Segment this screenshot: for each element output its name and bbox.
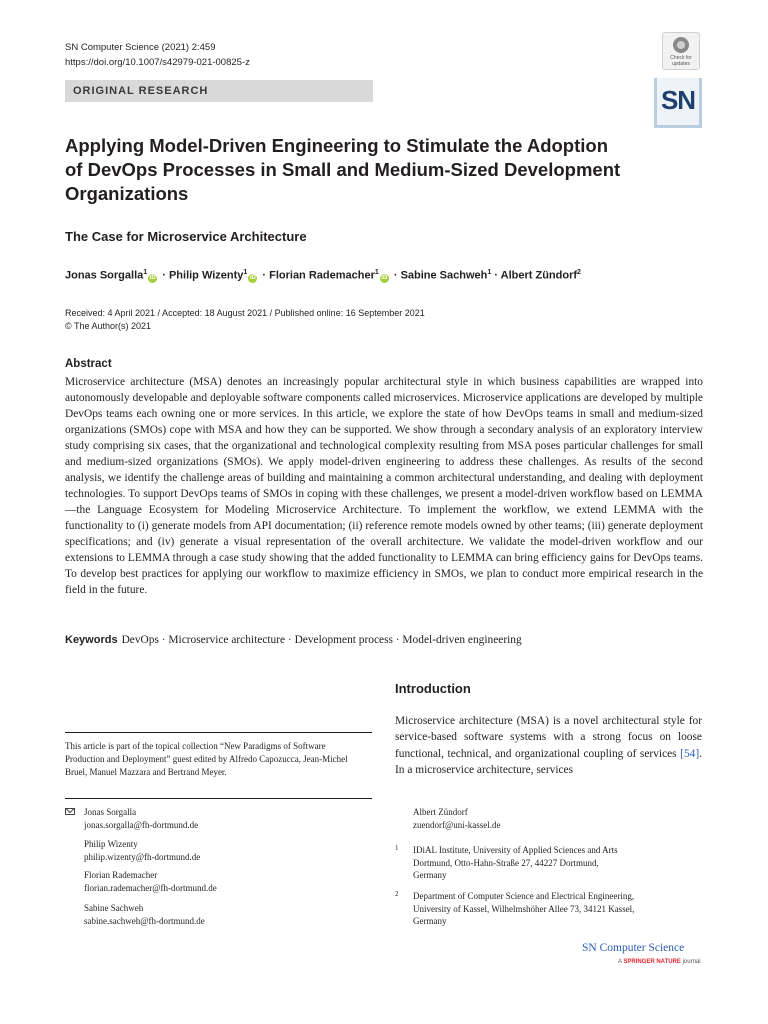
introduction-text-part: . In a microservice architecture, services <box>395 747 702 776</box>
sn-logo-text: SN <box>660 85 696 115</box>
contact-name: Albert Zündorf <box>413 807 468 817</box>
affiliation-line: Germany <box>413 870 447 880</box>
topical-collection-note: This article is part of the topical collection “New Paradigms of Software Production and Deployment” guest edited by Alfredo Capozucca, Jean-Michel Bruel, Manuel Mazzara and Bertrand Meyer. <box>65 741 348 777</box>
affiliation-line: Germany <box>413 916 447 926</box>
publisher-name: SPRINGER NATURE <box>623 959 681 965</box>
envelope-icon <box>65 808 75 815</box>
introduction-text <box>395 713 702 778</box>
author-name[interactable]: Sabine Sachweh <box>400 269 488 282</box>
affiliation-line: University of Kassel, Wilhelmshöher Allee 73, 34121 Kassel, <box>413 903 635 914</box>
author-affiliation-sup: 1 <box>243 269 248 276</box>
contact-email[interactable]: philip.wizenty@fh-dortmund.de <box>84 851 201 862</box>
contact-email[interactable]: zuendorf@uni-kassel.de <box>413 819 501 830</box>
contact-email[interactable]: florian.rademacher@fh-dortmund.de <box>84 882 217 893</box>
footnote-divider <box>65 798 372 799</box>
contact-entry <box>84 838 200 863</box>
author-name[interactable]: Albert Zündorf <box>500 269 578 282</box>
contact-name: Philip Wizenty <box>84 839 138 849</box>
publisher-suffix: journal <box>680 959 701 965</box>
contact-entry <box>84 806 198 831</box>
author-name[interactable]: Jonas Sorgalla <box>65 269 144 282</box>
keywords-list: DevOps · Microservice architecture · Development process · Model-driven engineering <box>121 634 522 646</box>
keywords <box>65 634 522 646</box>
footnote-divider <box>65 732 372 733</box>
contact-entry <box>84 869 217 894</box>
introduction-text-part: Microservice architecture (MSA) is a novel architectural style for service-based software systems with a strong focus on loose functional, technical, and organizational coupling of services <box>395 715 702 760</box>
orcid-icon[interactable]: iD <box>381 274 388 281</box>
doi-link[interactable]: https://doi.org/10.1007/s42979-021-00825-z <box>65 57 250 68</box>
copyright: © The Author(s) 2021 <box>65 321 152 331</box>
section-label: ORIGINAL RESEARCH <box>65 80 373 102</box>
author-affiliation-sup: 1 <box>374 269 379 276</box>
author-name[interactable]: Florian Rademacher <box>269 269 375 282</box>
contact-entry <box>84 902 205 927</box>
contact-name: Sabine Sachweh <box>84 903 144 913</box>
author-list: Jonas Sorgalla$^1$iD · Philip Wizenty$^1$iD · Florian Rademacher$^1$iD · Sabine Sachweh$^1$ · Albert Zündorf$^2$ <box>65 269 581 282</box>
keywords-label: Keywords <box>65 634 118 646</box>
author-affiliation-sup: 1 <box>487 269 492 276</box>
check-updates-line2: updates <box>672 61 690 67</box>
author-affiliation-sup: 1 <box>143 269 148 276</box>
contact-email[interactable]: sabine.sachweh@fh-dortmund.de <box>84 915 205 926</box>
sn-logo <box>654 78 702 128</box>
check-updates-line1: Check for <box>670 55 692 61</box>
author-affiliation-sup: 2 <box>577 269 581 276</box>
publication-dates <box>65 307 425 333</box>
date-history: Received: 4 April 2021 / Accepted: 18 August 2021 / Published online: 16 September 2021 <box>65 308 425 318</box>
affiliation-line: IDiAL Institute, University of Applied Sciences and Arts <box>413 845 618 855</box>
contact-entry <box>413 806 501 831</box>
affiliation-number: 2 <box>395 890 399 898</box>
footer-publisher <box>618 959 701 965</box>
affiliation-line: Dortmund, Otto-Hahn-Straße 27, 44227 Dortmund, <box>413 857 599 868</box>
introduction-heading: Introduction <box>395 681 471 696</box>
orcid-icon[interactable]: iD <box>149 274 156 281</box>
contact-name: Florian Rademacher <box>84 870 158 880</box>
affiliation-number: 1 <box>395 844 399 852</box>
article-subtitle: The Case for Microservice Architecture <box>65 229 307 244</box>
citation-link[interactable]: [54] <box>680 747 700 760</box>
footer-journal-name: SN Computer Science <box>582 942 685 954</box>
journal-reference: SN Computer Science (2021) 2:459 <box>65 42 216 53</box>
abstract-text: Microservice architecture (MSA) denotes an increasingly popular architectural style in which business capabilities are wrapped into autonomously developable and deployable software components called microservices. Microservice applications are developed by multiple DevOps teams each owning one or more services. In this article, we explore the state of how DevOps teams in small and medium-sized organizations (SMOs) cope with MSA and how they can be supported. We show through a secondary analysis of an exploratory interview study comprising six cases, that the organizational and technological complexity resulting from MSA poses particular challenges for small and medium-sized organizations (SMOs). We apply model-driven engineering to address these challenges. As results of the second analysis, we identify the challenge areas of building and maintaining a common architectural understanding, and dealing with deployment technologies. To support DevOps teams of SMOs in coping with these challenges, we present a model-driven workflow based on LEMMA—the Language Ecosystem for Modeling Microservice Architecture. To implement the workflow, we extend LEMMA with the functionality to (i) generate models from API documentation; (ii) reference remote models owned by other teams; (iii) generate deployment specifications; and (iv) generate a visual representation of the overall architecture. We validate the model-driven workflow and our extensions to LEMMA through a case study showing that the added functionality to LEMMA can bring efficiency gains for DevOps teams. To develop best practices for applying our workflow to maximize efficiency in SMOs, we plan to conduct more empirical research in the field in the future. <box>65 376 703 596</box>
affiliation-line: Department of Computer Science and Electrical Engineering, <box>413 891 635 901</box>
check-for-updates-badge[interactable] <box>662 32 700 70</box>
contact-name: Jonas Sorgalla <box>84 807 137 817</box>
article-title: Applying Model-Driven Engineering to Stimulate the Adoption of DevOps Processes in Small and Medium-Sized Development Organizations <box>65 135 621 204</box>
abstract-heading: Abstract <box>65 358 112 370</box>
journal-header <box>65 40 250 70</box>
orcid-icon[interactable]: iD <box>249 274 256 281</box>
update-icon <box>673 37 689 53</box>
publisher-prefix: A <box>618 959 624 965</box>
contact-email[interactable]: jonas.sorgalla@fh-dortmund.de <box>84 819 199 830</box>
author-name[interactable]: Philip Wizenty <box>168 269 244 282</box>
